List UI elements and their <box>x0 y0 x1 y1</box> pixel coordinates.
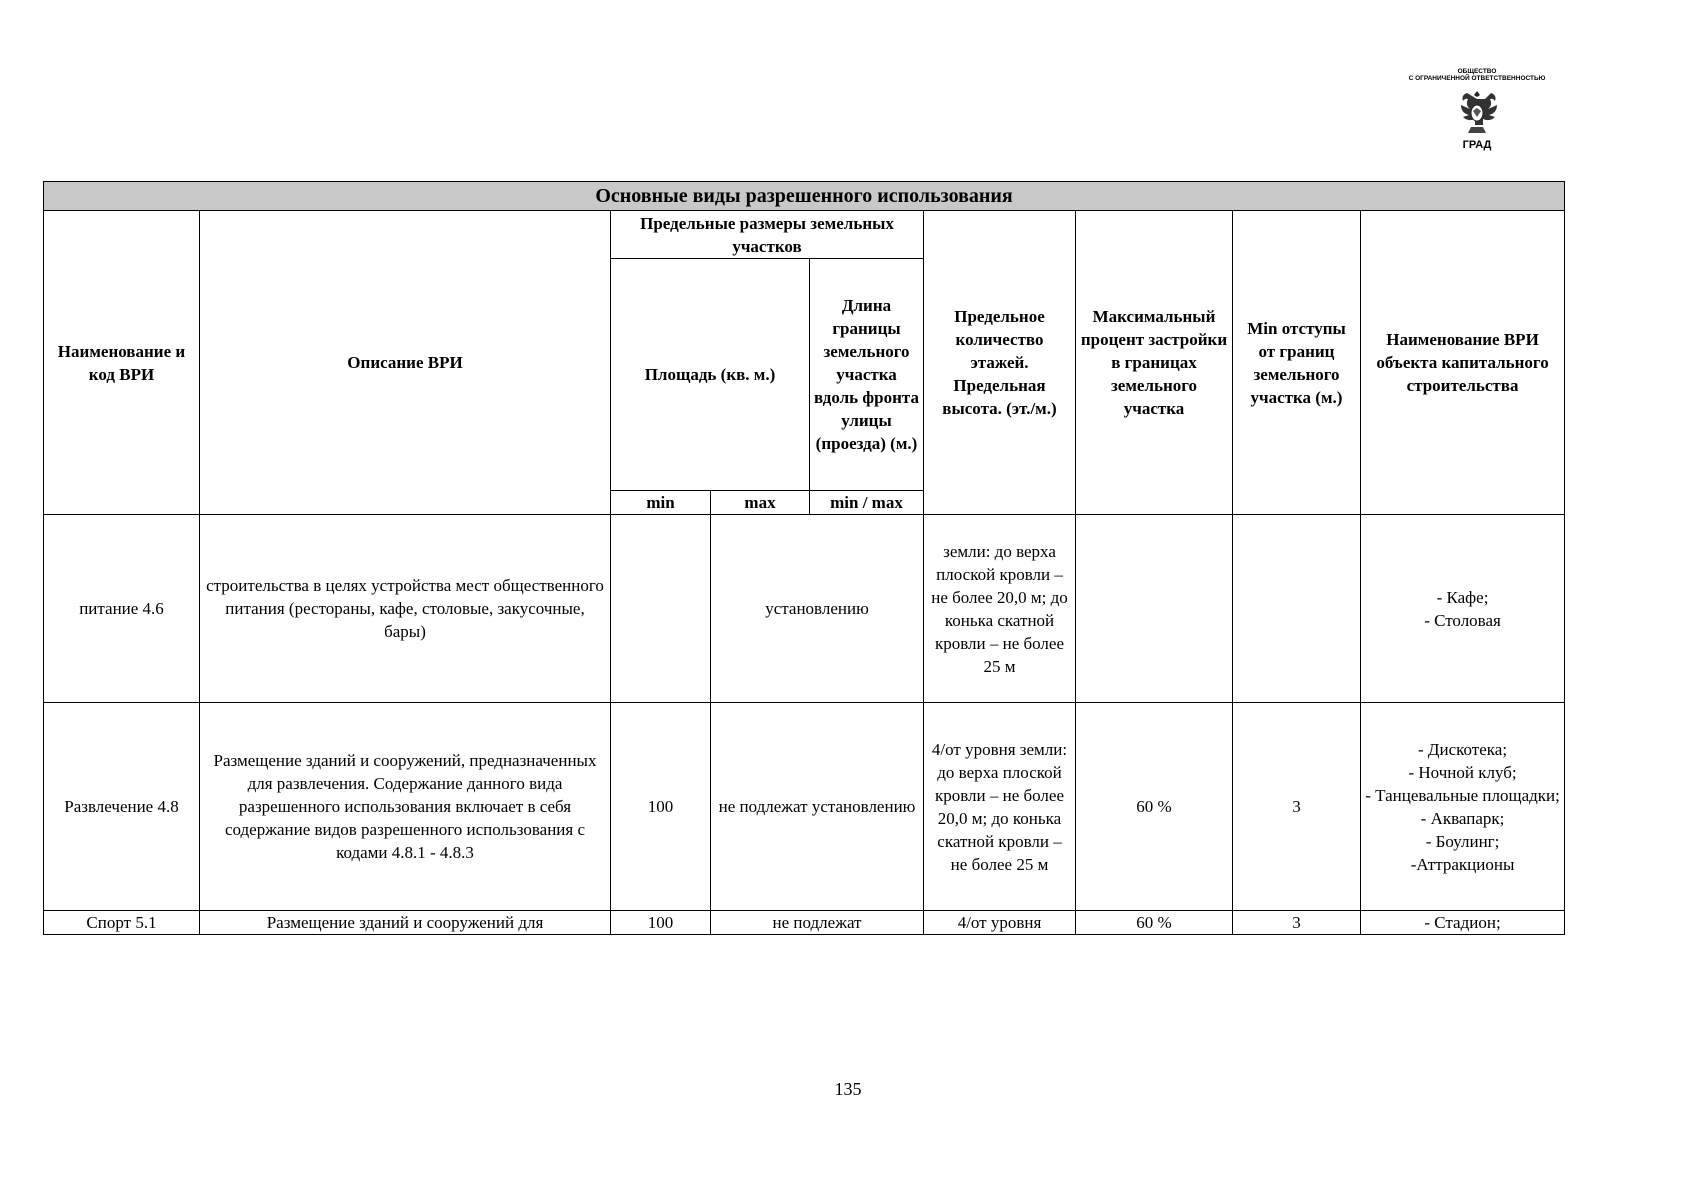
cell-area-max: не подлежат <box>711 911 924 935</box>
cell-floors: земли: до верха плоской кровли – не более 20,0 м; до конька скатной кровли – не более 25 м <box>924 515 1076 703</box>
header-description: Описание ВРИ <box>200 211 611 515</box>
page-number: 135 <box>834 1079 862 1099</box>
header-length: Длина границы земельного участка вдоль фронта улицы (проезда) (м.) <box>810 259 924 491</box>
logo-line-1: ОБЩЕСТВО <box>1457 68 1497 75</box>
logo-line-2: С ОГРАНИЧЕННОЙ ОТВЕТСТВЕННОСТЬЮ <box>1408 75 1546 82</box>
cell-area-min <box>611 515 711 703</box>
object-item: - Ночной клуб; <box>1408 762 1517 782</box>
object-item: - Боулинг; <box>1425 831 1500 851</box>
table-row <box>44 703 1565 911</box>
cell-area-max: не подлежат установлению <box>711 703 924 911</box>
object-item: -Аттракционы <box>1410 854 1515 874</box>
table-row <box>44 515 1565 703</box>
cell-percent <box>1076 515 1233 703</box>
logo-name: ГРАД <box>1462 139 1492 151</box>
cell-name: питание 4.6 <box>44 515 200 703</box>
table-row <box>44 911 1565 935</box>
header-limits: Предельные размеры земельных участков <box>611 211 924 259</box>
table-title: Основные виды разрешенного использования <box>44 182 1565 211</box>
cell-floors: 4/от уровня <box>924 911 1076 935</box>
header-min-max: min / max <box>810 491 924 515</box>
object-item: - Кафе; <box>1436 587 1489 607</box>
object-item: - Дискотека; <box>1417 739 1508 759</box>
header-max-percent: Максимальный процент застройки в границах земельного участка <box>1076 211 1233 515</box>
cell-percent: 60 % <box>1076 911 1233 935</box>
cell-objects <box>1361 703 1565 911</box>
object-item: - Аквапарк; <box>1420 808 1505 828</box>
header-min: min <box>611 491 711 515</box>
cell-offset: 3 <box>1233 703 1361 911</box>
cell-offset: 3 <box>1233 911 1361 935</box>
cell-objects <box>1361 911 1565 935</box>
header-name-code: Наименование и код ВРИ <box>44 211 200 515</box>
object-item: - Танцевальные площадки; <box>1365 785 1560 805</box>
double-headed-eagle-icon <box>1449 83 1505 139</box>
cell-area-min: 100 <box>611 911 711 935</box>
header-object-name: Наименование ВРИ объекта капитального строительства <box>1361 211 1565 515</box>
cell-name: Развлечение 4.8 <box>44 703 200 911</box>
object-item: - Стадион; <box>1424 912 1501 932</box>
cell-description: Размещение зданий и сооружений, предназначенных для развлечения. Содержание данного вида разрешенного использования включает в себя содержание видов разрешенного использования с кодами 4.8.1 - 4.8.3 <box>200 703 611 911</box>
header-area: Площадь (кв. м.) <box>611 259 810 491</box>
cell-offset <box>1233 515 1361 703</box>
cell-objects <box>1361 515 1565 703</box>
cell-description: строительства в целях устройства мест общественного питания (рестораны, кафе, столовые, закусочные, бары) <box>200 515 611 703</box>
cell-floors: 4/от уровня земли: до верха плоской кровли – не более 20,0 м; до конька скатной кровли – не более 25 м <box>924 703 1076 911</box>
object-item: - Столовая <box>1424 610 1501 630</box>
cell-description: Размещение зданий и сооружений для <box>200 911 611 935</box>
cell-area-max: установлению <box>711 515 924 703</box>
cell-name: Спорт 5.1 <box>44 911 200 935</box>
cell-area-min: 100 <box>611 703 711 911</box>
company-logo <box>1392 68 1562 156</box>
header-floors: Предельное количество этажей. Предельная высота. (эт./м.) <box>924 211 1076 515</box>
cell-percent: 60 % <box>1076 703 1233 911</box>
header-max: max <box>711 491 810 515</box>
vri-table <box>43 181 1565 935</box>
header-min-offsets: Min отступы от границ земельного участка (м.) <box>1233 211 1361 515</box>
